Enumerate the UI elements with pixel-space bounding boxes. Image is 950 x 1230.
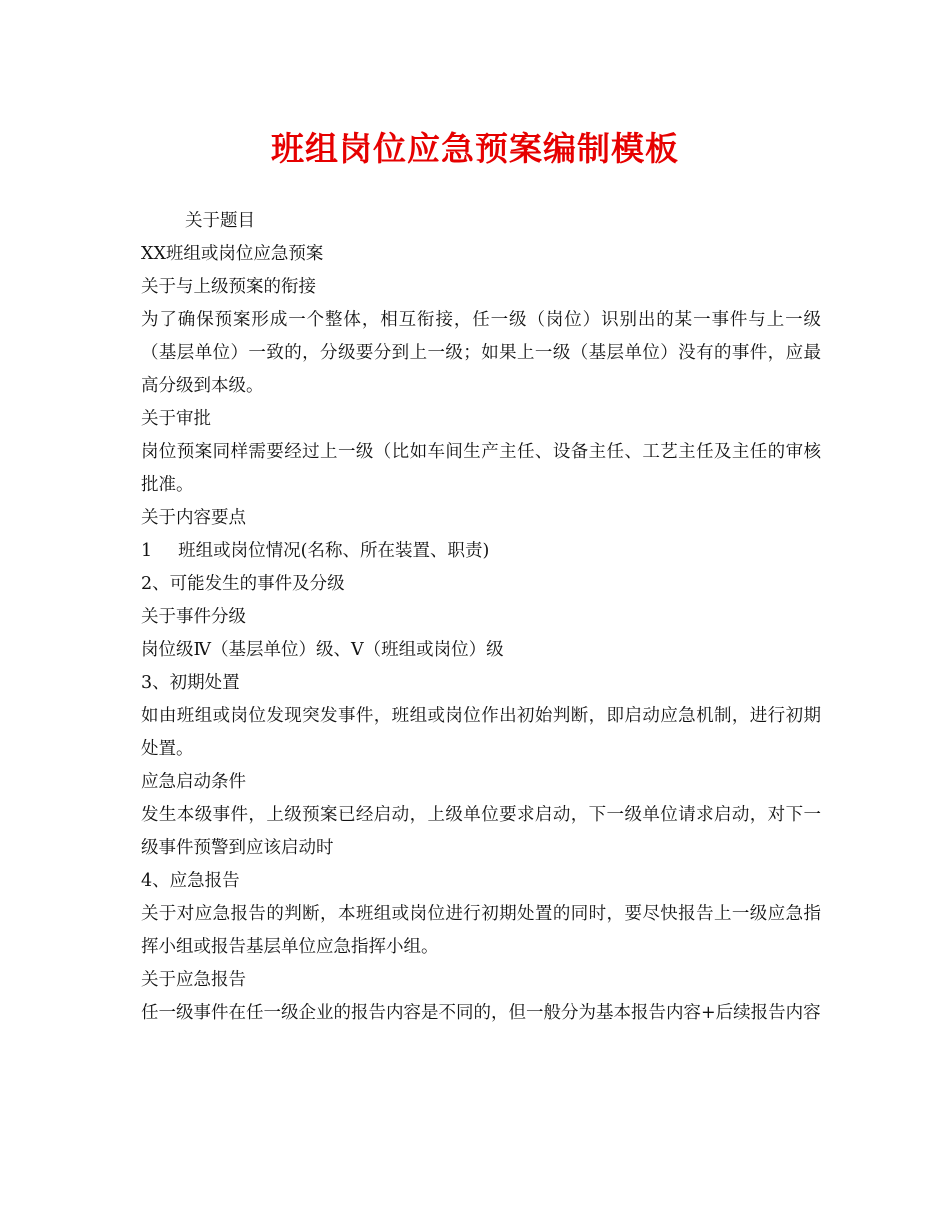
list-item-1 bbox=[141, 535, 821, 568]
paragraph-event-grading: 岗位级Ⅳ（基层单位）级、Ⅴ（班组或岗位）级 bbox=[141, 640, 504, 660]
heading-content-points: 关于内容要点 bbox=[141, 508, 246, 528]
heading-approval: 关于审批 bbox=[141, 409, 211, 429]
heading-plan-linkage: 关于与上级预案的衔接 bbox=[141, 277, 316, 297]
paragraph-emergency-report: 任一级事件在任一级企业的报告内容是不同的，但一般分为基本报告内容+后续报告内容 bbox=[141, 1003, 821, 1023]
heading-event-grading: 关于事件分级 bbox=[141, 607, 246, 627]
paragraph-plan-name: XX班组或岗位应急预案 bbox=[141, 244, 324, 264]
heading-activation-conditions: 应急启动条件 bbox=[141, 772, 246, 792]
paragraph-approval: 岗位预案同样需要经过上一级（比如车间生产主任、设备主任、工艺主任及主任的审核批准。 bbox=[141, 442, 821, 495]
document-body bbox=[141, 205, 821, 1030]
paragraph-initial-response: 如由班组或岗位发现突发事件，班组或岗位作出初始判断，即启动应急机制，进行初期处置。 bbox=[141, 706, 821, 759]
document-title: 班组岗位应急预案编制模板 bbox=[271, 129, 679, 168]
list-item-4: 4、应急报告 bbox=[141, 871, 240, 891]
paragraph-report-judgement: 关于对应急报告的判断，本班组或岗位进行初期处置的同时，要尽快报告上一级应急指挥小组或报告基层单位应急指挥小组。 bbox=[141, 904, 821, 957]
list-item-1-text: 班组或岗位情况(名称、所在装置、职责) bbox=[178, 541, 490, 561]
list-item-1-number: 1 bbox=[141, 541, 153, 561]
list-item-2: 2、可能发生的事件及分级 bbox=[141, 574, 345, 594]
paragraph-plan-linkage: 为了确保预案形成一个整体，相互衔接，任一级（岗位）识别出的某一事件与上一级（基层单位）一致的，分级要分到上一级；如果上一级（基层单位）没有的事件，应最高分级到本级。 bbox=[141, 310, 821, 396]
heading-emergency-report: 关于应急报告 bbox=[141, 970, 246, 990]
list-item-3: 3、初期处置 bbox=[141, 673, 240, 693]
paragraph-activation-conditions: 发生本级事件，上级预案已经启动，上级单位要求启动，下一级单位请求启动，对下一级事件预警到应该启动时 bbox=[141, 805, 821, 858]
heading-about-title: 关于题目 bbox=[185, 211, 255, 231]
